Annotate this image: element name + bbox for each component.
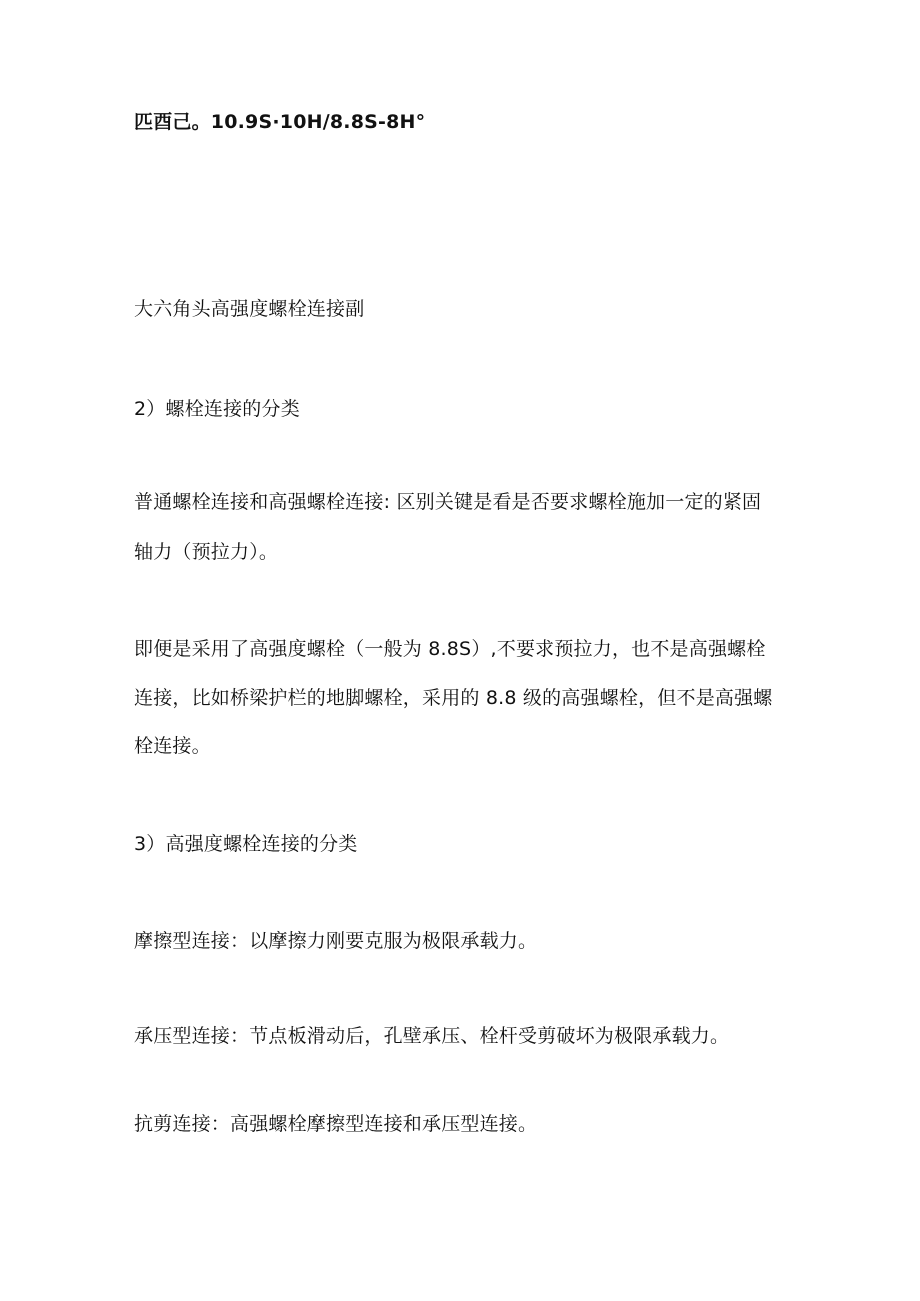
- paragraph-line: 轴力（预拉力）。: [134, 541, 279, 563]
- paragraph-line: 连接，比如桥梁护栏的地脚螺栓，采用的 8.8 级的高强螺栓，但不是高强螺: [134, 687, 773, 709]
- paragraph-line-bearing-type: 承压型连接：节点板滑动后，孔壁承压、栓杆受剪破坏为极限承载力。: [134, 1025, 730, 1047]
- text-line-bolt-grades: 匹酉己。10.9S·10H∕8.8S-8H°: [134, 111, 426, 133]
- paragraph-line-friction-type: 摩擦型连接：以摩擦力刚要克服为极限承载力。: [134, 930, 538, 952]
- paragraph-line-shear-connection: 抗剪连接：高强螺栓摩擦型连接和承压型连接。: [134, 1113, 538, 1135]
- section-heading-hsb-classification: 3）高强度螺栓连接的分类: [134, 833, 358, 855]
- text-line-hex-bolt-assembly: 大六角头高强度螺栓连接副: [134, 298, 365, 320]
- section-heading-bolt-classification: 2）螺栓连接的分类: [134, 398, 300, 420]
- paragraph-line: 即便是采用了高强度螺栓（一般为 8.8S）,不要求预拉力，也不是高强螺栓: [134, 638, 766, 660]
- paragraph-line: 栓连接。: [134, 735, 211, 757]
- paragraph-line: 普通螺栓连接和高强螺栓连接: 区别关键是看是否要求螺栓施加一定的紧固: [134, 491, 762, 513]
